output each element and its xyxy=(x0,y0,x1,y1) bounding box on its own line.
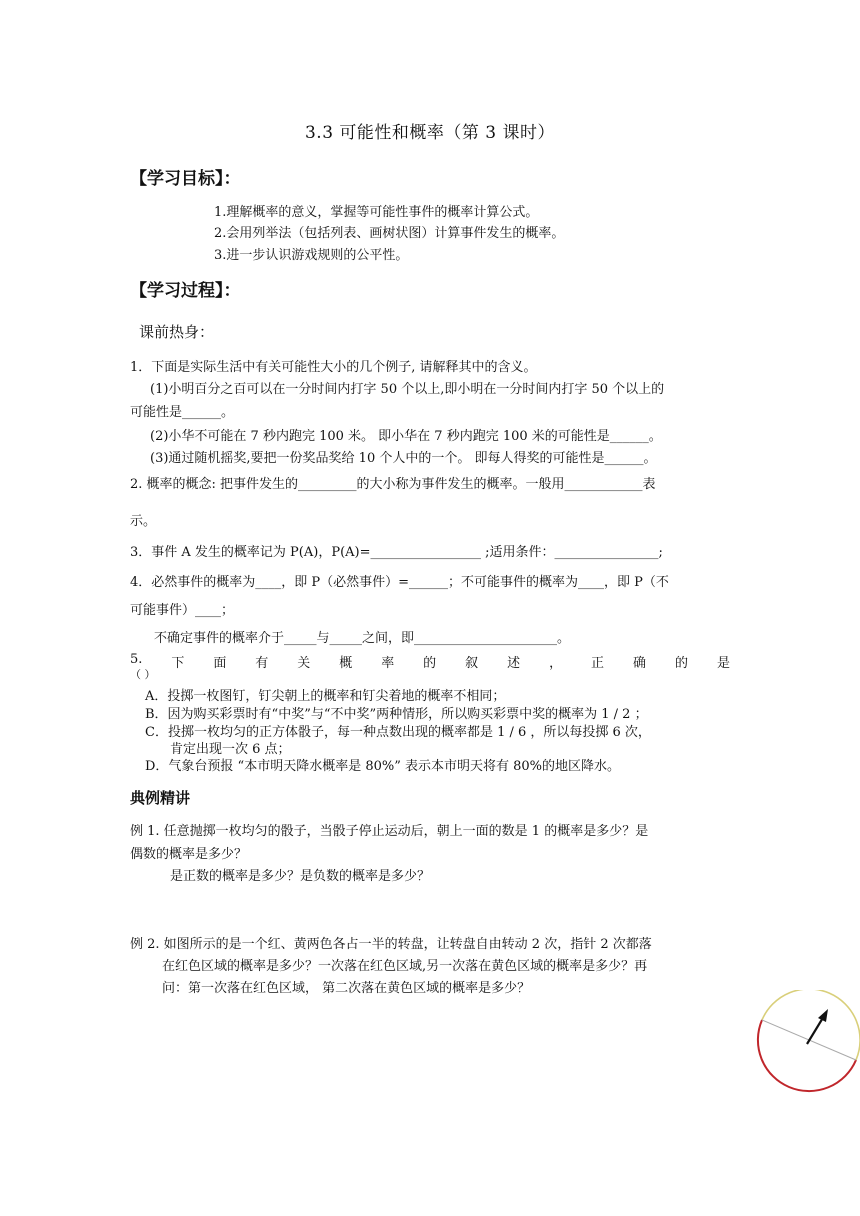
q5-word: 述 xyxy=(507,656,521,671)
q5-word: 下 xyxy=(171,656,185,671)
q5-word: 是 xyxy=(716,656,730,671)
q5-option-a: A．投掷一枚图钉，钉尖朝上的概率和钉尖着地的概率不相同； xyxy=(145,689,506,704)
q5-word: 的 xyxy=(674,656,688,671)
q2-line1: 2. 概率的概念: 把事件发生的_________的大小称为事件发生的概率。一般用____________表 xyxy=(130,477,656,492)
examples-heading: 典例精讲 xyxy=(130,789,191,807)
goal-item-1: 1.理解概率的意义，掌握等可能性事件的概率计算公式。 xyxy=(214,205,539,220)
q5-word: ， xyxy=(549,656,563,671)
ex2-line3: 问：第一次落在红色区域， 第二次落在黄色区域的概率是多少？ xyxy=(162,981,531,996)
q5-word: 正 xyxy=(591,656,605,671)
q5-option-b: B．因为购买彩票时有“中奖”与“不中奖”两种情形，所以购买彩票中奖的概率为 1 / 2 ； xyxy=(145,707,648,722)
q5-word: 的 xyxy=(423,656,437,671)
q5-option-c: C．投掷一枚均匀的正方体骰子，每一种点数出现的概率都是 1 / 6 ，所以每投掷 6 次， xyxy=(145,725,651,740)
page-title: 3.3 可能性和概率（第 3 课时） xyxy=(304,123,556,143)
spinner-red-half xyxy=(758,1020,856,1091)
spinner-needle-arrowhead xyxy=(818,1009,828,1022)
q1-c: (3)通过随机摇奖,要把一份奖品奖给 10 个人中的一个。 即每人得奖的可能性是______。 xyxy=(150,451,657,466)
q5-option-d: D．气象台预报 “本市明天降水概率是 80%” 表示本市明天将有 80%的地区降水。 xyxy=(145,759,621,774)
goals-heading: 【学习目标】： xyxy=(130,169,241,189)
ex2-line1: 例 2. 如图所示的是一个红、黄两色各占一半的转盘，让转盘自由转动 2 次，指针 2 次都落 xyxy=(130,937,652,952)
q2-line2: 示。 xyxy=(130,514,157,529)
q5-word: 关 xyxy=(297,656,311,671)
q5-word: 叙 xyxy=(465,656,479,671)
q5-word: 率 xyxy=(381,656,395,671)
ex1-line1: 例 1. 任意抛掷一枚均匀的骰子，当骰子停止运动后，朝上一面的数是 1 的概率是多少？是 xyxy=(130,824,649,839)
warmup-heading: 课前热身： xyxy=(139,323,215,341)
q5-option-c-cont: 肯定出现一次 6 点； xyxy=(170,742,291,757)
q5-word: 概 xyxy=(339,656,353,671)
process-heading: 【学习过程】： xyxy=(130,281,241,301)
q4-line2: 可能事件）____； xyxy=(130,603,235,618)
spinner-yellow-half xyxy=(762,990,860,1060)
goal-item-2: 2.会用列举法（包括列表、画树状图）计算事件发生的概率。 xyxy=(214,226,565,241)
q1-b: (2)小华不可能在 7 秒内跑完 100 米。 即小华在 7 秒内跑完 100 米的可能性是______。 xyxy=(150,429,662,444)
goal-item-3: 3.进一步认识游戏规则的公平性。 xyxy=(214,248,409,263)
ex1-line2: 偶数的概率是多少？ xyxy=(130,847,248,862)
q1-stem: 1．下面是实际生活中有关可能性大小的几个例子, 请解释其中的含义。 xyxy=(130,360,537,375)
q5-word: 确 xyxy=(633,656,647,671)
spinner-needle xyxy=(807,1016,824,1044)
q5-word: 5. xyxy=(130,652,143,667)
q4-line1: 4．必然事件的概率为____，即 P（必然事件）=______；不可能事件的概率为____，即 P（不 xyxy=(130,575,669,590)
q3: 3．事件 A 发生的概率记为 P(A)，P(A)=_________________ ;适用条件：________________; xyxy=(130,545,663,560)
q1-a-line2: 可能性是______。 xyxy=(130,405,235,420)
q4-line3: 不确定事件的概率介于_____与_____之间，即______________________。 xyxy=(154,631,571,646)
q5-answer-paren: （ ） xyxy=(130,668,156,681)
q5-stem xyxy=(130,652,730,671)
ex2-line2: 在红色区域的概率是多少？一次落在红色区域,另一次落在黄色区域的概率是多少？再 xyxy=(162,959,648,974)
q1-a-line1: (1)小明百分之百可以在一分时间内打字 50 个以上,即小明在一分时间内打字 50 个以上的 xyxy=(150,382,665,397)
q5-word: 面 xyxy=(213,656,227,671)
spinner-diagram xyxy=(756,990,860,1094)
q5-word: 有 xyxy=(255,656,269,671)
ex1-line3: 是正数的概率是多少？是负数的概率是多少？ xyxy=(170,869,431,884)
